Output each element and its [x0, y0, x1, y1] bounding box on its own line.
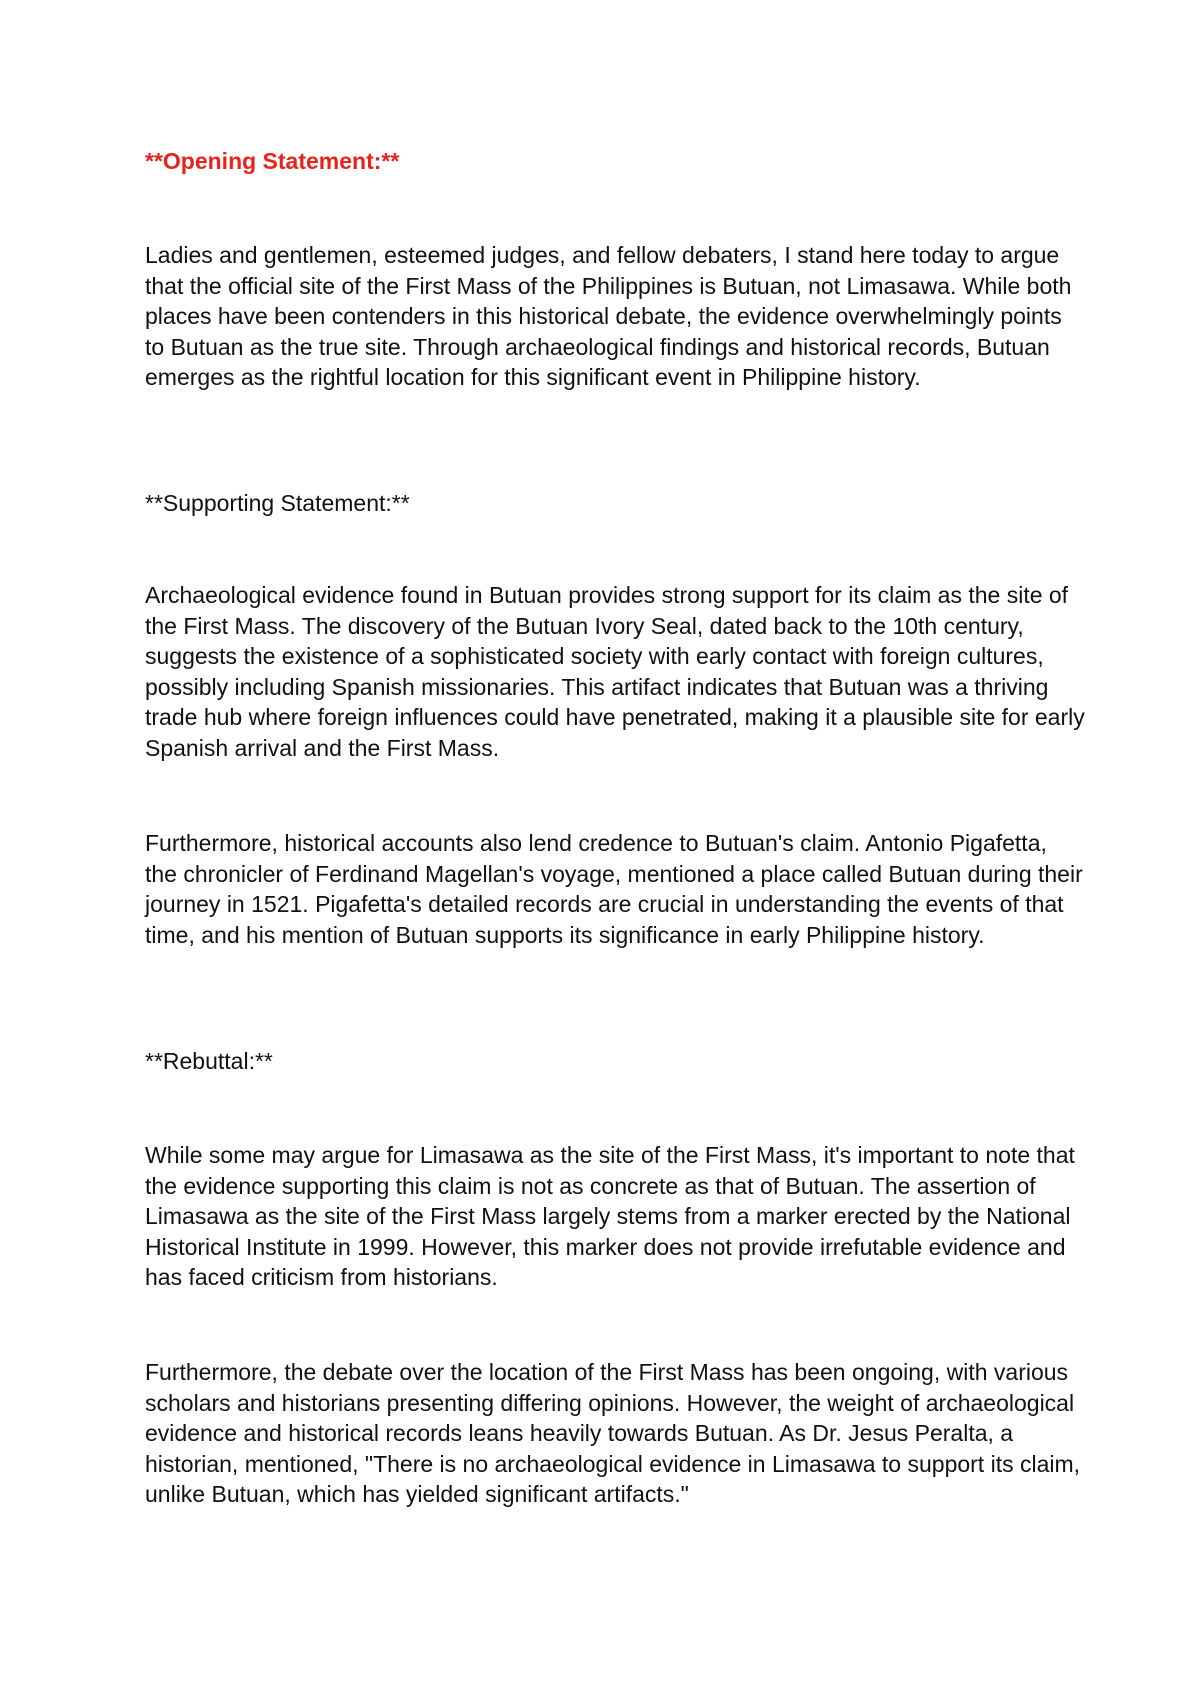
supporting-statement-paragraph-1: Archaeological evidence found in Butuan provides strong support for its claim as the site of the First Mass. The discovery of the Butuan Ivory Seal, dated back to the 10th century, suggests the existence of a sophisticated society with early contact with foreign cultures, possibly including Spanish missionaries. This artifact indicates that Butuan was a thriving trade hub where foreign influences could have penetrated, making it a plausible site for early Spanish arrival and the First Mass.: [145, 582, 1085, 761]
rebuttal-paragraph-2: Furthermore, the debate over the location of the First Mass has been ongoing, with various scholars and historians presenting differing opinions. However, the weight of archaeological evidence and historical records leans heavily towards Butuan. As Dr. Jesus Peralta, a historian, mentioned, "There is no archaeological evidence in Limasawa to support its claim, unlike Butuan, which has yielded significant artifacts.": [145, 1359, 1081, 1507]
rebuttal-heading: **Rebuttal:**: [145, 1048, 273, 1074]
opening-statement-paragraph: Ladies and gentlemen, esteemed judges, and fellow debaters, I stand here today to argue that the official site of the First Mass of the Philippines is Butuan, not Limasawa. While both places have been contenders in this historical debate, the evidence overwhelmingly points to Butuan as the true site. Through archaeological findings and historical records, Butuan emerges as the rightful location for this significant event in Philippine history.: [145, 242, 1072, 390]
supporting-statement-paragraph-2: Furthermore, historical accounts also lend credence to Butuan's claim. Antonio Pigafetta, the chronicler of Ferdinand Magellan's voyage, mentioned a place called Butuan during their journey in 1521. Pigafetta's detailed records are crucial in understanding the events of that time, and his mention of Butuan supports its significance in early Philippine history.: [145, 830, 1083, 948]
supporting-statement-heading: **Supporting Statement:**: [145, 490, 410, 516]
opening-statement-heading: **Opening Statement:**: [145, 148, 400, 174]
rebuttal-paragraph-1: While some may argue for Limasawa as the site of the First Mass, it's important to note that the evidence supporting this claim is not as concrete as that of Butuan. The assertion of Limasawa as the site of the First Mass largely stems from a marker erected by the National Historical Institute in 1999. However, this marker does not provide irrefutable evidence and has faced criticism from historians.: [145, 1142, 1075, 1290]
